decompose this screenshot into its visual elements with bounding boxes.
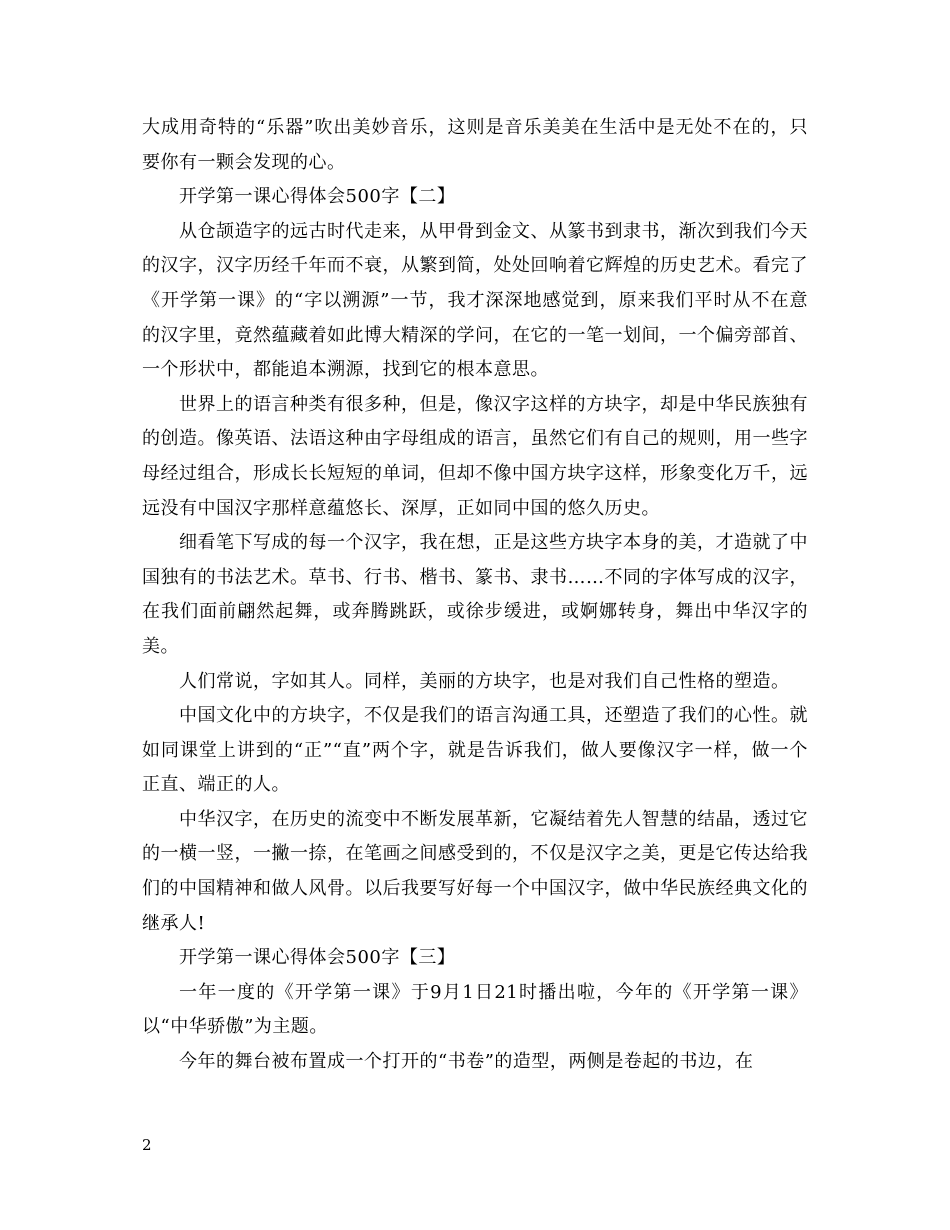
paragraph: 一年一度的《开学第一课》于9月1日21时播出啦，今年的《开学第一课》以“中华骄傲”为主题。 [142, 981, 808, 1038]
section-heading-two: 开学第一课心得体会500字【二】 [179, 186, 456, 208]
paragraph: 细看笔下写成的每一个汉字，我在想，正是这些方块字本身的美，才造就了中国独有的书法艺术。草书、行书、楷书、篆书、隶书……不同的字体写成的汉字，在我们面前翩然起舞，或奔腾跳跃，或徐步缓进，或婀娜转身，舞出中华汉字的美。 [142, 532, 808, 657]
paragraph: 世界上的语言种类有很多种，但是，像汉字这样的方块字，却是中华民族独有的创造。像英语、法语这种由字母组成的语言，虽然它们有自己的规则，用一些字母经过组合，形成长长短短的单词，但却不像中国方块字这样，形象变化万千，远远没有中国汉字那样意蕴悠长、深厚，正如同中国的悠久历史。 [142, 393, 808, 519]
page-number: 2 [142, 1136, 152, 1154]
paragraph-continuation: 大成用奇特的“乐器”吹出美妙音乐，这则是音乐美美在生活中是无处不在的，只要你有一颗会发现的心。 [142, 117, 808, 173]
paragraph: 中国文化中的方块字，不仅是我们的语言沟通工具，还塑造了我们的心性。就如同课堂上讲到的“正”“直”两个字，就是告诉我们，做人要像汉字一样，做一个正直、端正的人。 [142, 705, 808, 796]
paragraph: 从仓颉造字的远古时代走来，从甲骨到金文、从篆书到隶书，渐次到我们今天的汉字，汉字历经千年而不衰，从繁到简，处处回响着它辉煌的历史艺术。看完了《开学第一课》的“字以溯源”一节，我才深深地感觉到，原来我们平时从不在意的汉字里，竟然蕴藏着如此博大精深的学问，在它的一笔一划间，一个偏旁部首、一个形状中，都能追本溯源，找到它的根本意思。 [142, 220, 808, 381]
paragraph: 中华汉字，在历史的流变中不断发展革新，它凝结着先人智慧的结晶，透过它的一横一竖，一撇一捺，在笔画之间感受到的，不仅是汉字之美，更是它传达给我们的中国精神和做人风骨。以后我要写好每一个中国汉字，做中华民族经典文化的继承人! [142, 808, 808, 934]
document-body [142, 111, 808, 1080]
paragraph-truncated: 今年的舞台被布置成一个打开的“书卷”的造型，两侧是卷起的书边，在 [179, 1051, 754, 1073]
section-heading-three: 开学第一课心得体会500字【三】 [179, 947, 456, 969]
paragraph: 人们常说，字如其人。同样，美丽的方块字，也是对我们自己性格的塑造。 [179, 670, 790, 692]
